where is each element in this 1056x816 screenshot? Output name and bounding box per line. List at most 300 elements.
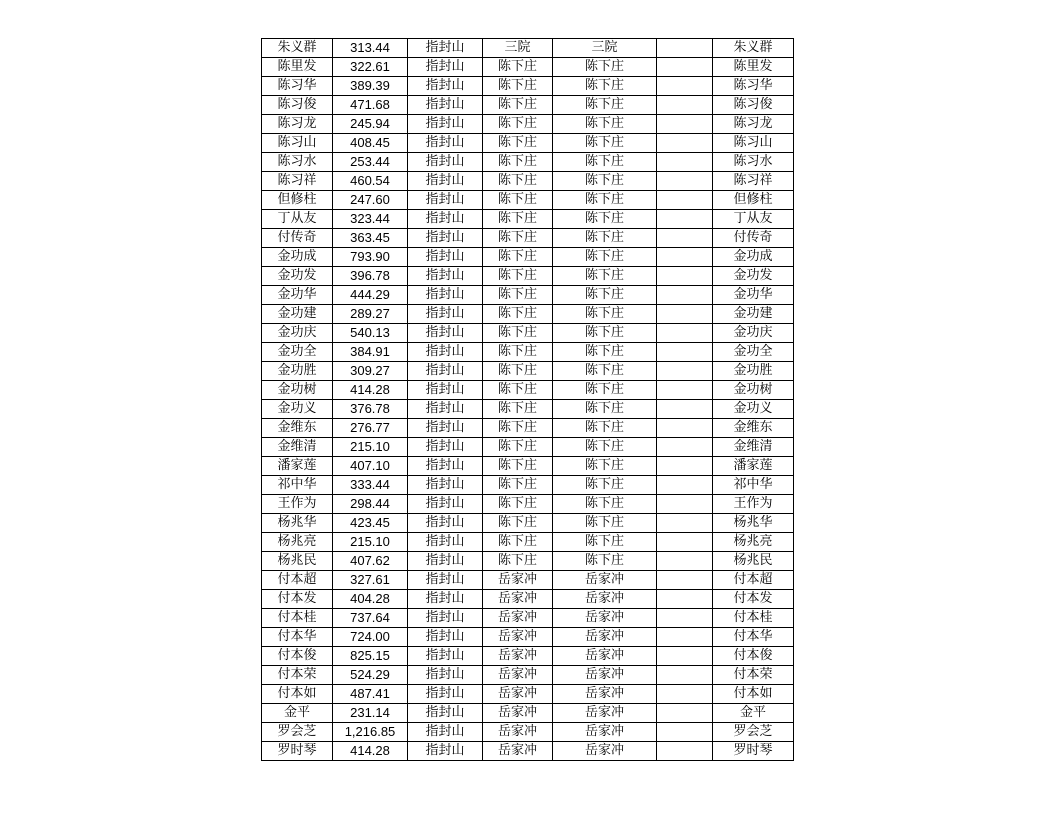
payee-cell: 罗时琴 [713, 742, 794, 761]
payee-cell: 杨兆华 [713, 514, 794, 533]
town-cell: 指封山 [408, 647, 483, 666]
amount-cell: 327.61 [333, 571, 408, 590]
note-cell [657, 96, 713, 115]
table-row [262, 609, 794, 628]
village-cell: 陈下庄 [483, 476, 553, 495]
name-cell: 金维清 [262, 438, 333, 457]
town-cell: 指封山 [408, 248, 483, 267]
group-cell: 陈下庄 [553, 286, 657, 305]
table-row [262, 77, 794, 96]
village-cell: 陈下庄 [483, 134, 553, 153]
table-row [262, 457, 794, 476]
table-row [262, 476, 794, 495]
table-row [262, 153, 794, 172]
note-cell [657, 362, 713, 381]
town-cell: 指封山 [408, 723, 483, 742]
group-cell: 陈下庄 [553, 115, 657, 134]
town-cell: 指封山 [408, 305, 483, 324]
table-row [262, 267, 794, 286]
table-row [262, 58, 794, 77]
note-cell [657, 723, 713, 742]
table-row [262, 229, 794, 248]
name-cell: 朱义群 [262, 39, 333, 58]
group-cell: 岳家冲 [553, 628, 657, 647]
table-row [262, 742, 794, 761]
village-cell: 陈下庄 [483, 248, 553, 267]
name-cell: 金功华 [262, 286, 333, 305]
payee-cell: 陈习华 [713, 77, 794, 96]
payee-cell: 丁从友 [713, 210, 794, 229]
note-cell [657, 419, 713, 438]
amount-cell: 487.41 [333, 685, 408, 704]
amount-cell: 231.14 [333, 704, 408, 723]
village-cell: 陈下庄 [483, 552, 553, 571]
table-row [262, 96, 794, 115]
group-cell: 陈下庄 [553, 457, 657, 476]
amount-cell: 540.13 [333, 324, 408, 343]
name-cell: 陈习龙 [262, 115, 333, 134]
note-cell [657, 305, 713, 324]
amount-cell: 313.44 [333, 39, 408, 58]
payee-cell: 金维清 [713, 438, 794, 457]
name-cell: 祁中华 [262, 476, 333, 495]
note-cell [657, 476, 713, 495]
town-cell: 指封山 [408, 134, 483, 153]
amount-cell: 724.00 [333, 628, 408, 647]
note-cell [657, 191, 713, 210]
table-row [262, 362, 794, 381]
village-cell: 陈下庄 [483, 191, 553, 210]
note-cell [657, 267, 713, 286]
village-cell: 陈下庄 [483, 229, 553, 248]
town-cell: 指封山 [408, 628, 483, 647]
note-cell [657, 609, 713, 628]
town-cell: 指封山 [408, 115, 483, 134]
note-cell [657, 134, 713, 153]
town-cell: 指封山 [408, 742, 483, 761]
table-row [262, 495, 794, 514]
amount-cell: 289.27 [333, 305, 408, 324]
town-cell: 指封山 [408, 324, 483, 343]
group-cell: 陈下庄 [553, 229, 657, 248]
village-cell: 岳家冲 [483, 742, 553, 761]
note-cell [657, 400, 713, 419]
town-cell: 指封山 [408, 267, 483, 286]
amount-cell: 363.45 [333, 229, 408, 248]
amount-cell: 376.78 [333, 400, 408, 419]
group-cell: 陈下庄 [553, 495, 657, 514]
payee-cell: 陈习水 [713, 153, 794, 172]
note-cell [657, 514, 713, 533]
town-cell: 指封山 [408, 552, 483, 571]
amount-cell: 396.78 [333, 267, 408, 286]
group-cell: 陈下庄 [553, 476, 657, 495]
payee-cell: 金功庆 [713, 324, 794, 343]
table-row [262, 305, 794, 324]
group-cell: 陈下庄 [553, 172, 657, 191]
table-row [262, 248, 794, 267]
group-cell: 陈下庄 [553, 438, 657, 457]
table-row [262, 704, 794, 723]
group-cell: 岳家冲 [553, 609, 657, 628]
group-cell: 陈下庄 [553, 77, 657, 96]
note-cell [657, 153, 713, 172]
town-cell: 指封山 [408, 229, 483, 248]
village-cell: 陈下庄 [483, 305, 553, 324]
table-row [262, 343, 794, 362]
table-row [262, 172, 794, 191]
village-cell: 岳家冲 [483, 723, 553, 742]
name-cell: 陈习山 [262, 134, 333, 153]
name-cell: 金功建 [262, 305, 333, 324]
payee-cell: 金功义 [713, 400, 794, 419]
town-cell: 指封山 [408, 704, 483, 723]
amount-cell: 793.90 [333, 248, 408, 267]
amount-cell: 323.44 [333, 210, 408, 229]
amount-cell: 414.28 [333, 742, 408, 761]
name-cell: 杨兆华 [262, 514, 333, 533]
name-cell: 陈习祥 [262, 172, 333, 191]
note-cell [657, 666, 713, 685]
group-cell: 岳家冲 [553, 590, 657, 609]
group-cell: 陈下庄 [553, 153, 657, 172]
village-cell: 陈下庄 [483, 343, 553, 362]
table-row [262, 533, 794, 552]
payee-cell: 王作为 [713, 495, 794, 514]
payee-cell: 金维东 [713, 419, 794, 438]
village-cell: 陈下庄 [483, 400, 553, 419]
village-cell: 陈下庄 [483, 324, 553, 343]
amount-cell: 215.10 [333, 533, 408, 552]
town-cell: 指封山 [408, 666, 483, 685]
town-cell: 指封山 [408, 514, 483, 533]
name-cell: 罗时琴 [262, 742, 333, 761]
payment-table [261, 38, 794, 761]
group-cell: 陈下庄 [553, 324, 657, 343]
village-cell: 陈下庄 [483, 58, 553, 77]
name-cell: 金功义 [262, 400, 333, 419]
town-cell: 指封山 [408, 590, 483, 609]
payee-cell: 金功全 [713, 343, 794, 362]
group-cell: 岳家冲 [553, 571, 657, 590]
payee-cell: 付本发 [713, 590, 794, 609]
group-cell: 陈下庄 [553, 58, 657, 77]
name-cell: 付本华 [262, 628, 333, 647]
payee-cell: 金功胜 [713, 362, 794, 381]
name-cell: 陈习水 [262, 153, 333, 172]
town-cell: 指封山 [408, 191, 483, 210]
table-body [262, 39, 794, 761]
amount-cell: 322.61 [333, 58, 408, 77]
payee-cell: 金功树 [713, 381, 794, 400]
note-cell [657, 571, 713, 590]
town-cell: 指封山 [408, 96, 483, 115]
town-cell: 指封山 [408, 210, 483, 229]
village-cell: 陈下庄 [483, 457, 553, 476]
amount-cell: 309.27 [333, 362, 408, 381]
town-cell: 指封山 [408, 419, 483, 438]
note-cell [657, 324, 713, 343]
village-cell: 陈下庄 [483, 267, 553, 286]
village-cell: 岳家冲 [483, 704, 553, 723]
village-cell: 陈下庄 [483, 210, 553, 229]
village-cell: 岳家冲 [483, 685, 553, 704]
note-cell [657, 172, 713, 191]
village-cell: 岳家冲 [483, 628, 553, 647]
amount-cell: 407.10 [333, 457, 408, 476]
village-cell: 三院 [483, 39, 553, 58]
table-row [262, 590, 794, 609]
village-cell: 岳家冲 [483, 590, 553, 609]
amount-cell: 408.45 [333, 134, 408, 153]
name-cell: 金功成 [262, 248, 333, 267]
name-cell: 付本荣 [262, 666, 333, 685]
town-cell: 指封山 [408, 495, 483, 514]
payee-cell: 陈里发 [713, 58, 794, 77]
group-cell: 陈下庄 [553, 305, 657, 324]
name-cell: 但修柱 [262, 191, 333, 210]
village-cell: 陈下庄 [483, 514, 553, 533]
table-row [262, 628, 794, 647]
group-cell: 陈下庄 [553, 419, 657, 438]
town-cell: 指封山 [408, 286, 483, 305]
village-cell: 陈下庄 [483, 115, 553, 134]
note-cell [657, 533, 713, 552]
payee-cell: 付本俊 [713, 647, 794, 666]
payee-cell: 杨兆民 [713, 552, 794, 571]
group-cell: 岳家冲 [553, 647, 657, 666]
town-cell: 指封山 [408, 457, 483, 476]
group-cell: 陈下庄 [553, 96, 657, 115]
town-cell: 指封山 [408, 153, 483, 172]
amount-cell: 423.45 [333, 514, 408, 533]
amount-cell: 471.68 [333, 96, 408, 115]
note-cell [657, 590, 713, 609]
group-cell: 陈下庄 [553, 191, 657, 210]
group-cell: 岳家冲 [553, 685, 657, 704]
amount-cell: 276.77 [333, 419, 408, 438]
payee-cell: 陈习祥 [713, 172, 794, 191]
note-cell [657, 704, 713, 723]
town-cell: 指封山 [408, 476, 483, 495]
table-row [262, 134, 794, 153]
name-cell: 付本俊 [262, 647, 333, 666]
table-row [262, 571, 794, 590]
town-cell: 指封山 [408, 438, 483, 457]
group-cell: 陈下庄 [553, 210, 657, 229]
note-cell [657, 343, 713, 362]
payee-cell: 付本如 [713, 685, 794, 704]
amount-cell: 737.64 [333, 609, 408, 628]
note-cell [657, 248, 713, 267]
payee-cell: 朱义群 [713, 39, 794, 58]
table-row [262, 647, 794, 666]
payee-cell: 付传奇 [713, 229, 794, 248]
name-cell: 杨兆亮 [262, 533, 333, 552]
village-cell: 岳家冲 [483, 666, 553, 685]
amount-cell: 389.39 [333, 77, 408, 96]
name-cell: 金维东 [262, 419, 333, 438]
note-cell [657, 685, 713, 704]
name-cell: 金功全 [262, 343, 333, 362]
group-cell: 岳家冲 [553, 666, 657, 685]
village-cell: 岳家冲 [483, 571, 553, 590]
table-row [262, 115, 794, 134]
group-cell: 陈下庄 [553, 514, 657, 533]
amount-cell: 1,216.85 [333, 723, 408, 742]
note-cell [657, 457, 713, 476]
village-cell: 陈下庄 [483, 438, 553, 457]
table-row [262, 685, 794, 704]
note-cell [657, 381, 713, 400]
amount-cell: 460.54 [333, 172, 408, 191]
amount-cell: 404.28 [333, 590, 408, 609]
table-row [262, 324, 794, 343]
group-cell: 陈下庄 [553, 381, 657, 400]
amount-cell: 407.62 [333, 552, 408, 571]
name-cell: 付本如 [262, 685, 333, 704]
table-row [262, 514, 794, 533]
note-cell [657, 552, 713, 571]
group-cell: 陈下庄 [553, 362, 657, 381]
table-row [262, 666, 794, 685]
table-row [262, 39, 794, 58]
name-cell: 金平 [262, 704, 333, 723]
village-cell: 岳家冲 [483, 647, 553, 666]
town-cell: 指封山 [408, 172, 483, 191]
group-cell: 岳家冲 [553, 742, 657, 761]
amount-cell: 414.28 [333, 381, 408, 400]
amount-cell: 245.94 [333, 115, 408, 134]
town-cell: 指封山 [408, 39, 483, 58]
group-cell: 岳家冲 [553, 723, 657, 742]
payee-cell: 陈习龙 [713, 115, 794, 134]
table-row [262, 723, 794, 742]
name-cell: 陈里发 [262, 58, 333, 77]
village-cell: 陈下庄 [483, 419, 553, 438]
name-cell: 金功树 [262, 381, 333, 400]
amount-cell: 825.15 [333, 647, 408, 666]
amount-cell: 333.44 [333, 476, 408, 495]
amount-cell: 247.60 [333, 191, 408, 210]
table-row [262, 381, 794, 400]
name-cell: 丁从友 [262, 210, 333, 229]
village-cell: 陈下庄 [483, 153, 553, 172]
town-cell: 指封山 [408, 400, 483, 419]
name-cell: 金功庆 [262, 324, 333, 343]
name-cell: 罗会芝 [262, 723, 333, 742]
amount-cell: 384.91 [333, 343, 408, 362]
village-cell: 陈下庄 [483, 77, 553, 96]
table-row [262, 286, 794, 305]
payee-cell: 祁中华 [713, 476, 794, 495]
name-cell: 金功发 [262, 267, 333, 286]
town-cell: 指封山 [408, 571, 483, 590]
payee-cell: 付本超 [713, 571, 794, 590]
payee-cell: 付本华 [713, 628, 794, 647]
name-cell: 陈习俊 [262, 96, 333, 115]
town-cell: 指封山 [408, 58, 483, 77]
payee-cell: 金功发 [713, 267, 794, 286]
town-cell: 指封山 [408, 533, 483, 552]
name-cell: 金功胜 [262, 362, 333, 381]
town-cell: 指封山 [408, 381, 483, 400]
village-cell: 陈下庄 [483, 533, 553, 552]
note-cell [657, 58, 713, 77]
town-cell: 指封山 [408, 685, 483, 704]
note-cell [657, 229, 713, 248]
name-cell: 陈习华 [262, 77, 333, 96]
amount-cell: 215.10 [333, 438, 408, 457]
payee-cell: 付本桂 [713, 609, 794, 628]
payee-cell: 金平 [713, 704, 794, 723]
payee-cell: 潘家莲 [713, 457, 794, 476]
table-row [262, 419, 794, 438]
group-cell: 陈下庄 [553, 552, 657, 571]
table-row [262, 400, 794, 419]
village-cell: 陈下庄 [483, 495, 553, 514]
town-cell: 指封山 [408, 609, 483, 628]
name-cell: 杨兆民 [262, 552, 333, 571]
group-cell: 陈下庄 [553, 400, 657, 419]
note-cell [657, 647, 713, 666]
payee-cell: 但修柱 [713, 191, 794, 210]
village-cell: 岳家冲 [483, 609, 553, 628]
table-row [262, 552, 794, 571]
name-cell: 付本超 [262, 571, 333, 590]
payee-cell: 陈习俊 [713, 96, 794, 115]
note-cell [657, 495, 713, 514]
payee-cell: 付本荣 [713, 666, 794, 685]
amount-cell: 298.44 [333, 495, 408, 514]
name-cell: 付本桂 [262, 609, 333, 628]
name-cell: 付本发 [262, 590, 333, 609]
note-cell [657, 115, 713, 134]
payee-cell: 罗会芝 [713, 723, 794, 742]
note-cell [657, 742, 713, 761]
table-row [262, 210, 794, 229]
payee-cell: 金功建 [713, 305, 794, 324]
group-cell: 三院 [553, 39, 657, 58]
name-cell: 王作为 [262, 495, 333, 514]
town-cell: 指封山 [408, 362, 483, 381]
payee-cell: 陈习山 [713, 134, 794, 153]
group-cell: 岳家冲 [553, 704, 657, 723]
group-cell: 陈下庄 [553, 343, 657, 362]
note-cell [657, 438, 713, 457]
table-row [262, 438, 794, 457]
amount-cell: 444.29 [333, 286, 408, 305]
name-cell: 潘家莲 [262, 457, 333, 476]
town-cell: 指封山 [408, 77, 483, 96]
village-cell: 陈下庄 [483, 286, 553, 305]
village-cell: 陈下庄 [483, 381, 553, 400]
note-cell [657, 210, 713, 229]
amount-cell: 524.29 [333, 666, 408, 685]
amount-cell: 253.44 [333, 153, 408, 172]
group-cell: 陈下庄 [553, 134, 657, 153]
village-cell: 陈下庄 [483, 362, 553, 381]
note-cell [657, 286, 713, 305]
group-cell: 陈下庄 [553, 267, 657, 286]
village-cell: 陈下庄 [483, 172, 553, 191]
group-cell: 陈下庄 [553, 533, 657, 552]
note-cell [657, 77, 713, 96]
group-cell: 陈下庄 [553, 248, 657, 267]
payee-cell: 杨兆亮 [713, 533, 794, 552]
payee-cell: 金功华 [713, 286, 794, 305]
village-cell: 陈下庄 [483, 96, 553, 115]
